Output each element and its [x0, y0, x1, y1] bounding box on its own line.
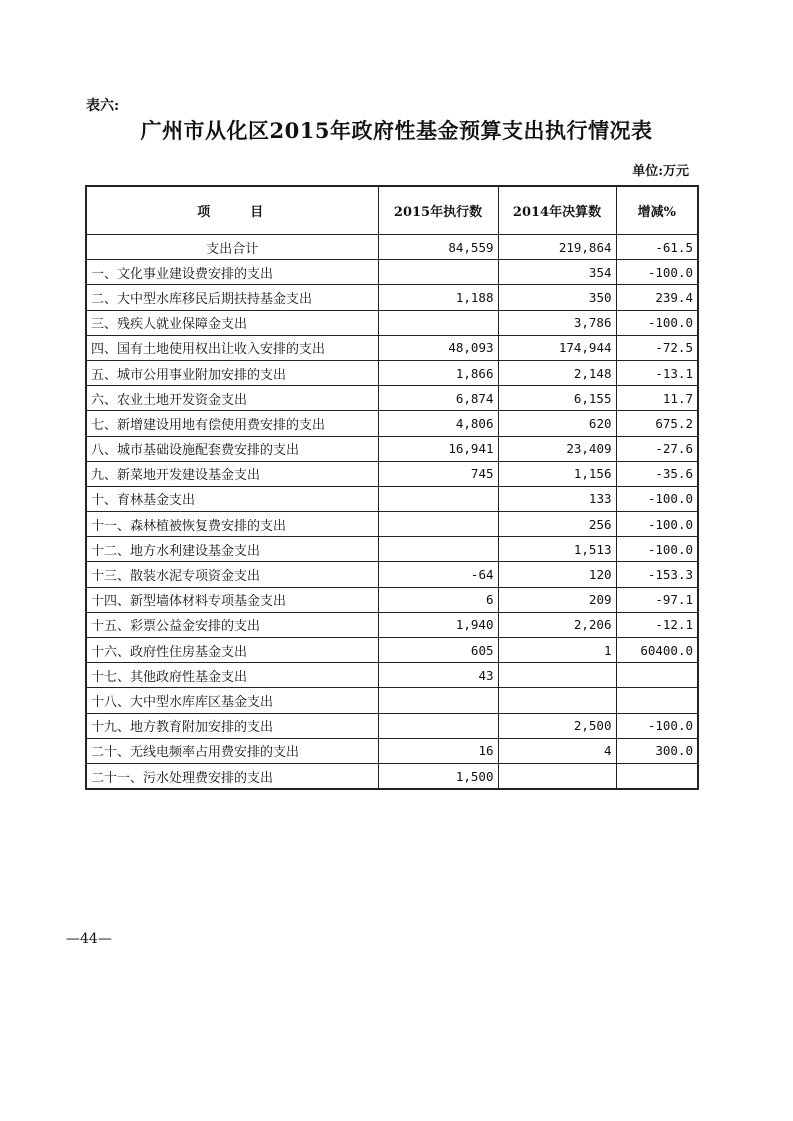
- change-percent: -35.6: [616, 461, 698, 486]
- value-2014: 209: [498, 587, 616, 612]
- header-2014: 2014年决算数: [498, 186, 616, 235]
- value-2015: [378, 537, 498, 562]
- value-2014: [498, 663, 616, 688]
- change-percent: -100.0: [616, 260, 698, 285]
- page-number: —44—: [66, 931, 112, 947]
- value-2015: 16: [378, 738, 498, 763]
- value-2015: 745: [378, 461, 498, 486]
- row-name: 十八、大中型水库库区基金支出: [86, 688, 378, 713]
- value-2014: 23,409: [498, 436, 616, 461]
- page-title: 广州市从化区2015年政府性基金预算支出执行情况表: [140, 118, 653, 143]
- table-row: [86, 562, 698, 587]
- change-percent: -100.0: [616, 713, 698, 738]
- value-2014: [498, 688, 616, 713]
- table-row: [86, 310, 698, 335]
- value-2015: 16,941: [378, 436, 498, 461]
- table-row: [86, 335, 698, 360]
- header-item: 项目: [86, 186, 378, 235]
- value-2015: [378, 713, 498, 738]
- unit-label: 单位:万元: [632, 164, 689, 179]
- table-row: [86, 461, 698, 486]
- value-2015: [378, 512, 498, 537]
- change-percent: [616, 763, 698, 789]
- row-name: 九、新菜地开发建设基金支出: [86, 461, 378, 486]
- value-2015: [378, 486, 498, 511]
- header-change: 增减%: [616, 186, 698, 235]
- header-row: [86, 186, 698, 235]
- row-name: 二十、无线电频率占用费安排的支出: [86, 738, 378, 763]
- value-2015: [378, 688, 498, 713]
- table-row: [86, 638, 698, 663]
- value-2014: 354: [498, 260, 616, 285]
- value-2014: 219,864: [498, 235, 616, 260]
- value-2015: 1,866: [378, 360, 498, 385]
- change-percent: 300.0: [616, 738, 698, 763]
- value-2014: 1,156: [498, 461, 616, 486]
- row-name: 十九、地方教育附加安排的支出: [86, 713, 378, 738]
- value-2015: 1,500: [378, 763, 498, 789]
- change-percent: -153.3: [616, 562, 698, 587]
- row-name: 十二、地方水利建设基金支出: [86, 537, 378, 562]
- expenditure-table: [85, 185, 699, 790]
- row-name: 十三、散装水泥专项资金支出: [86, 562, 378, 587]
- value-2014: 3,786: [498, 310, 616, 335]
- value-2015: -64: [378, 562, 498, 587]
- change-percent: [616, 663, 698, 688]
- value-2014: 2,500: [498, 713, 616, 738]
- total-row: [86, 235, 698, 260]
- change-percent: -61.5: [616, 235, 698, 260]
- value-2014: 1: [498, 638, 616, 663]
- table-row: [86, 738, 698, 763]
- value-2014: 350: [498, 285, 616, 310]
- row-name: 十六、政府性住房基金支出: [86, 638, 378, 663]
- value-2014: 6,155: [498, 386, 616, 411]
- change-percent: 239.4: [616, 285, 698, 310]
- row-name: 八、城市基础设施配套费安排的支出: [86, 436, 378, 461]
- table-row: [86, 260, 698, 285]
- row-name: 十五、彩票公益金安排的支出: [86, 612, 378, 637]
- value-2014: 2,206: [498, 612, 616, 637]
- table-row: [86, 587, 698, 612]
- change-percent: -100.0: [616, 486, 698, 511]
- table-row: [86, 360, 698, 385]
- table-row: [86, 537, 698, 562]
- table-row: [86, 285, 698, 310]
- row-name: 十一、森林植被恢复费安排的支出: [86, 512, 378, 537]
- change-percent: -100.0: [616, 310, 698, 335]
- header-2015: 2015年执行数: [378, 186, 498, 235]
- change-percent: 675.2: [616, 411, 698, 436]
- table-row: [86, 688, 698, 713]
- change-percent: -12.1: [616, 612, 698, 637]
- row-name: 四、国有土地使用权出让收入安排的支出: [86, 335, 378, 360]
- value-2015: 6: [378, 587, 498, 612]
- change-percent: [616, 688, 698, 713]
- row-name: 支出合计: [86, 235, 378, 260]
- table-row: [86, 612, 698, 637]
- table-row: [86, 411, 698, 436]
- value-2015: 6,874: [378, 386, 498, 411]
- table-row: [86, 436, 698, 461]
- value-2014: 2,148: [498, 360, 616, 385]
- change-percent: -97.1: [616, 587, 698, 612]
- row-name: 二十一、污水处理费安排的支出: [86, 763, 378, 789]
- value-2015: [378, 310, 498, 335]
- table-row: [86, 512, 698, 537]
- value-2015: 43: [378, 663, 498, 688]
- row-name: 十、育林基金支出: [86, 486, 378, 511]
- change-percent: -72.5: [616, 335, 698, 360]
- value-2015: [378, 260, 498, 285]
- value-2015: 1,188: [378, 285, 498, 310]
- change-percent: -13.1: [616, 360, 698, 385]
- value-2014: 620: [498, 411, 616, 436]
- change-percent: 11.7: [616, 386, 698, 411]
- change-percent: -100.0: [616, 537, 698, 562]
- row-name: 十四、新型墙体材料专项基金支出: [86, 587, 378, 612]
- value-2014: 4: [498, 738, 616, 763]
- value-2015: 605: [378, 638, 498, 663]
- value-2015: 4,806: [378, 411, 498, 436]
- row-name: 一、文化事业建设费安排的支出: [86, 260, 378, 285]
- change-percent: -100.0: [616, 512, 698, 537]
- value-2014: 133: [498, 486, 616, 511]
- table-row: [86, 763, 698, 789]
- row-name: 十七、其他政府性基金支出: [86, 663, 378, 688]
- row-name: 五、城市公用事业附加安排的支出: [86, 360, 378, 385]
- table-row: [86, 386, 698, 411]
- change-percent: -27.6: [616, 436, 698, 461]
- value-2014: [498, 763, 616, 789]
- value-2014: 1,513: [498, 537, 616, 562]
- row-name: 二、大中型水库移民后期扶持基金支出: [86, 285, 378, 310]
- value-2014: 256: [498, 512, 616, 537]
- row-name: 七、新增建设用地有偿使用费安排的支出: [86, 411, 378, 436]
- value-2014: 174,944: [498, 335, 616, 360]
- table-row: [86, 486, 698, 511]
- row-name: 三、残疾人就业保障金支出: [86, 310, 378, 335]
- value-2015: 1,940: [378, 612, 498, 637]
- change-percent: 60400.0: [616, 638, 698, 663]
- value-2015: 84,559: [378, 235, 498, 260]
- row-name: 六、农业土地开发资金支出: [86, 386, 378, 411]
- table-row: [86, 663, 698, 688]
- value-2015: 48,093: [378, 335, 498, 360]
- table-label: 表六:: [86, 98, 120, 114]
- table-row: [86, 713, 698, 738]
- value-2014: 120: [498, 562, 616, 587]
